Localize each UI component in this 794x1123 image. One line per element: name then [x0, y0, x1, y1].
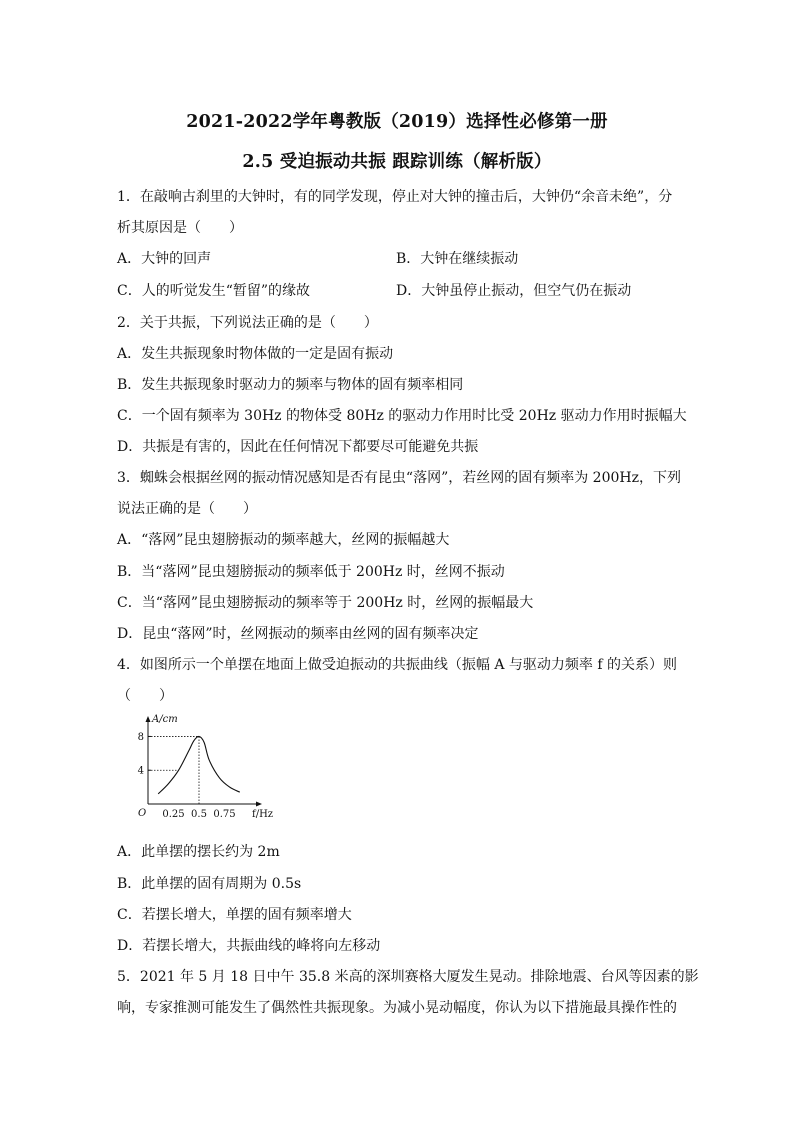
y-tick-label: 4	[137, 765, 144, 777]
question-1-line-1: 1．在敲响古刹里的大钟时，有的同学发现，停止对大钟的撞击后，大钟仍“余音未绝”，分	[117, 189, 673, 205]
question-4-option-d: D．若摆长增大，共振曲线的峰将向左移动	[117, 938, 381, 954]
question-5-line-1: 5．2021 年 5 月 18 日中午 35.8 米高的深圳赛格大厦发生晃动。排除地震、台风等因素的影	[117, 969, 699, 985]
y-axis-arrow	[146, 716, 151, 722]
y-axis-label: A/cm	[152, 714, 178, 725]
question-1-line-2: 析其原因是（ ）	[117, 220, 243, 236]
question-2-option-a: A．发生共振现象时物体做的一定是固有振动	[117, 346, 394, 362]
origin-label: O	[138, 808, 147, 819]
question-2-option-c: C．一个固有频率为 30Hz 的物体受 80Hz 的驱动力作用时比受 20Hz 驱动力作用时振幅大	[117, 408, 687, 424]
document-subtitle: 2.5 受迫振动共振 跟踪训练（解析版）	[242, 152, 552, 172]
question-3-option-b: B．当“落网”昆虫翅膀振动的频率低于 200Hz 时，丝网不振动	[117, 564, 505, 580]
x-tick-label: 0.75	[213, 809, 236, 820]
question-2-line-1: 2．关于共振，下列说法正确的是（ ）	[117, 315, 378, 331]
question-4-option-c: C．若摆长增大，单摆的固有频率增大	[117, 907, 352, 923]
question-3-option-d: D．昆虫“落网”时，丝网振动的频率由丝网的固有频率决定	[117, 626, 479, 642]
question-1-option-c: C．人的听觉发生“暂留”的缘故	[117, 283, 311, 299]
question-3-option-a: A．“落网”昆虫翅膀振动的频率越大，丝网的振幅越大	[117, 532, 450, 548]
question-3-option-c: C．当“落网”昆虫翅膀振动的频率等于 200Hz 时，丝网的振幅最大	[117, 595, 534, 611]
question-4-option-b: B．此单摆的固有周期为 0.5s	[117, 876, 302, 892]
chart-axes	[146, 716, 263, 807]
question-3-line-2: 说法正确的是（ ）	[117, 501, 257, 517]
x-axis-arrow	[256, 802, 262, 807]
question-4-line-2: （ ）	[117, 688, 173, 704]
question-4-line-1: 4．如图所示一个单摆在地面上做受迫振动的共振曲线（振幅 A 与驱动力频率 f 的关系）则	[117, 657, 677, 673]
document-title: 2021-2022学年粤教版（2019）选择性必修第一册	[186, 112, 608, 132]
question-5-line-2: 响，专家推测可能发生了偶然性共振现象。为减小晃动幅度，你认为以下措施最具操作性的	[117, 1000, 677, 1016]
question-2-option-d: D．共振是有害的，因此在任何情况下都要尽可能避免共振	[117, 439, 479, 455]
x-axis-label: f/Hz	[252, 809, 274, 820]
x-tick-label: 0.5	[191, 809, 207, 820]
resonance-curve-chart	[126, 712, 274, 824]
question-1-option-a: A．大钟的回声	[117, 251, 212, 267]
y-tick-label: 8	[137, 731, 144, 743]
question-1-option-d: D．大钟虽停止振动，但空气仍在振动	[396, 283, 632, 299]
question-1-option-b: B．大钟在继续振动	[396, 251, 519, 267]
question-2-option-b: B．发生共振现象时驱动力的频率与物体的固有频率相同	[117, 377, 464, 393]
x-tick-label: 0.25	[162, 809, 185, 820]
question-4-option-a: A．此单摆的摆长约为 2m	[117, 844, 280, 860]
question-3-line-1: 3．蜘蛛会根据丝网的振动情况感知是否有昆虫“落网”，若丝网的固有频率为 200Hz，下列	[117, 470, 681, 486]
